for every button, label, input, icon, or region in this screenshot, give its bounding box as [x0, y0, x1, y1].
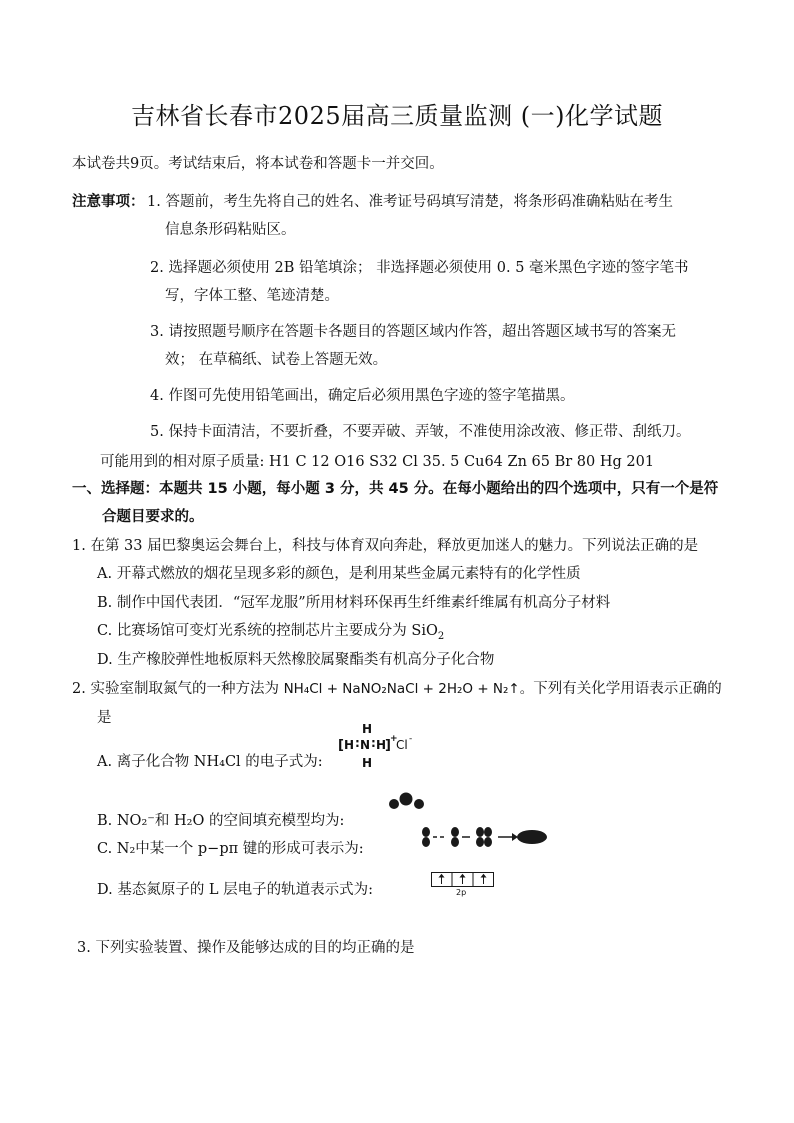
notice-item-2: 2. 选择题必须使用 2B 铅笔填涂； 非选择题必须使用 0. 5 毫米黑色字迹的签字笔书 [150, 260, 689, 276]
notice-item-1: 1. 答题前，考生先将自己的姓名、准考证号码填写清楚，将条形码准确粘贴在考生 [147, 194, 673, 210]
section-1-header: 一、选择题：本题共 15 小题，每小题 3 分，共 45 分。在每小题给出的四个选项中，只有一个是符 [72, 481, 719, 497]
orbital-diagram-figure [431, 872, 494, 898]
q1-option-b: B. 制作中国代表团．“冠军龙服”所用材料环保再生纤维素纤维属有机高分子材料 [97, 595, 611, 611]
orbital-boxes [431, 872, 494, 888]
q1-option-a: A. 开幕式燃放的烟花呈现多彩的颜色，是利用某些金属元素特有的化学性质 [97, 566, 581, 582]
notice-item-3-cont: 效； 在草稿纸、试卷上答题无效。 [165, 352, 388, 368]
q2-option-b: B. NO₂⁻和 H₂O 的空间填充模型均为: [97, 813, 345, 829]
q2-option-d: D. 基态氮原子的 L 层电子的轨道表示式为: [97, 882, 374, 898]
q2-option-a: A. 离子化合物 NH₄Cl 的电子式为: [97, 754, 323, 770]
q1-option-d: D. 生产橡胶弹性地板原料天然橡胶属聚酯类有机高分子化合物 [97, 652, 495, 668]
notice-item-2-cont: 写，字体工整、笔迹清楚。 [165, 288, 339, 304]
notice-item-3: 3. 请按照题号顺序在答题卡各题目的答题区域内作答，超出答题区域书写的答案无 [150, 324, 676, 340]
section-1-header-cont: 合题目要求的。 [102, 509, 204, 525]
atomic-mass-line: 可能用到的相对原子质量: H1 C 12 O16 S32 Cl 35. 5 Cu64 Zn 65 Br 80 Hg 201 [100, 454, 655, 470]
q1-stem: 1. 在第 33 届巴黎奥运会舞台上，科技与体育双向奔赴，释放更加迷人的魅力。下列说法正确的是 [72, 538, 699, 554]
nh4cl-electron-formula: H [ H : N : H ] + Cl - H [338, 722, 413, 770]
notice-label: 注意事项： [72, 194, 145, 210]
orbital-label: 2p [456, 888, 467, 897]
q1-option-c: C. 比赛场馆可变灯光系统的控制芯片主要成分为 SiO$_2$ [97, 623, 445, 642]
q3-stem: 3. 下列实验装置、操作及能够达成的目的均正确的是 [77, 940, 415, 956]
space-filling-model-figure [386, 792, 430, 812]
q2-stem: 2. 实验室制取氮气的一种方法为 NH₄Cl + NaNO₂NaCl + 2H₂O + N₂↑。下列有关化学用语表示正确的 [72, 681, 722, 697]
notice-item-4: 4. 作图可先使用铅笔画出，确定后必须用黑色字迹的签字笔描黑。 [150, 388, 575, 404]
p-p-pi-bond-figure [418, 826, 550, 848]
q2-stem-cont: 是 [97, 710, 112, 726]
q2-equation: NH₄Cl + NaNO₂NaCl + 2H₂O + N₂↑。 [283, 681, 534, 697]
notice-item-1-cont: 信息条形码粘贴区。 [165, 222, 296, 238]
q2-option-c: C. N₂中某一个 p−pπ 键的形成可表示为: [97, 841, 364, 857]
intro-text: 本试卷共9页。考试结束后，将本试卷和答题卡一并交回。 [72, 156, 444, 172]
notice-item-5: 5. 保持卡面清洁，不要折叠，不要弄破、弄皱，不准使用涂改液、修正带、刮纸刀。 [150, 424, 691, 440]
page-title: 吉林省长春市2025届高三质量监测 (一)化学试题 [131, 102, 663, 130]
